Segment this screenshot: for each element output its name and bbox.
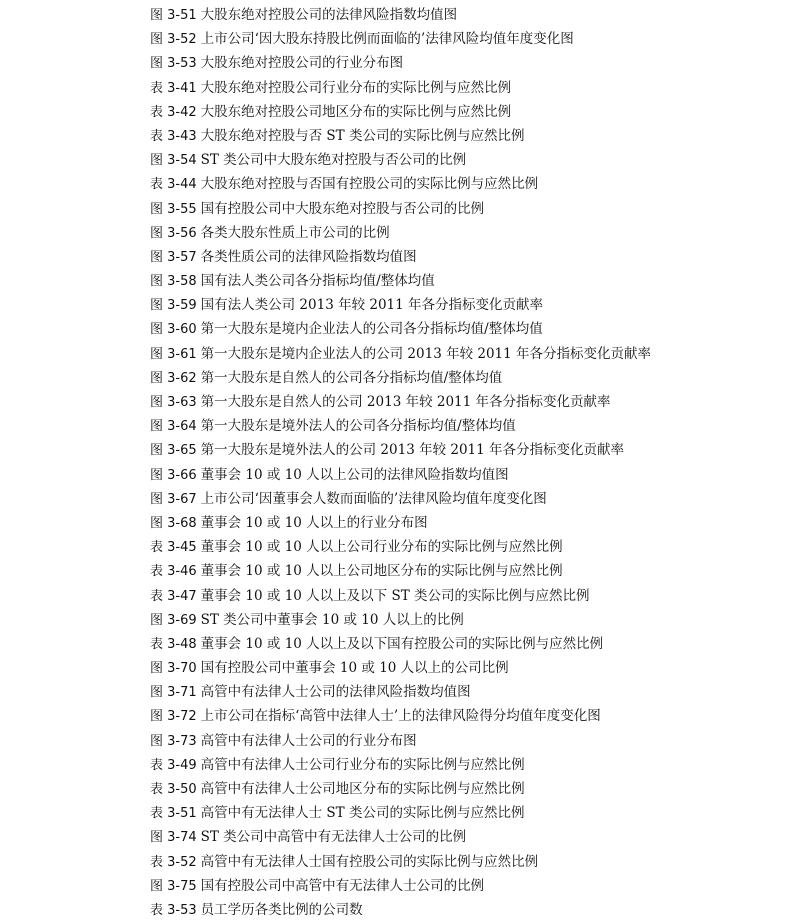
entry-label: 表 3-45	[150, 540, 197, 556]
list-item	[150, 632, 790, 656]
entry-title: 董事会 10 或 10 人以上公司地区分布的实际比例与应然比例	[200, 563, 563, 580]
entry-label: 图 3-62	[150, 370, 197, 386]
list-item	[150, 317, 790, 341]
list-item	[150, 511, 790, 535]
entry-label: 图 3-56	[150, 225, 197, 241]
list-item	[150, 414, 790, 438]
entry-label: 图 3-75	[150, 878, 197, 894]
entry-label: 图 3-69	[150, 612, 197, 628]
entry-label: 图 3-66	[150, 467, 197, 483]
list-item	[150, 898, 790, 922]
entry-label: 表 3-49	[150, 757, 197, 773]
entry-title: ST 类公司中董事会 10 或 10 人以上的比例	[200, 611, 464, 628]
list-item	[150, 342, 790, 366]
entry-label: 图 3-70	[150, 661, 197, 677]
list-item	[150, 656, 790, 680]
figure-table-list	[150, 3, 790, 922]
list-item	[150, 124, 790, 148]
entry-label: 表 3-44	[150, 177, 197, 193]
list-item	[150, 100, 790, 124]
entry-label: 图 3-74	[150, 830, 197, 846]
list-item	[150, 27, 790, 51]
entry-title: 上市公司在指标‘高管中法律人士’上的法律风险得分均值年度变化图	[200, 708, 601, 725]
entry-label: 图 3-58	[150, 274, 197, 290]
entry-title: 董事会 10 或 10 人以上公司的法律风险指数均值图	[200, 466, 509, 483]
list-item	[150, 293, 790, 317]
entry-title: 国有法人类公司 2013 年较 2011 年各分指标变化贡献率	[200, 297, 544, 314]
entry-label: 图 3-59	[150, 298, 197, 314]
entry-title: 高管中有法律人士公司的法律风险指数均值图	[200, 684, 471, 701]
entry-title: 国有控股公司中大股东绝对控股与否公司的比例	[200, 200, 485, 217]
list-item	[150, 729, 790, 753]
entry-title: 第一大股东是境内企业法人的公司 2013 年较 2011 年各分指标变化贡献率	[200, 345, 652, 362]
list-item	[150, 777, 790, 801]
entry-title: 大股东绝对控股公司的行业分布图	[200, 55, 404, 72]
entry-title: 董事会 10 或 10 人以上及以下国有控股公司的实际比例与应然比例	[200, 635, 604, 652]
list-item	[150, 221, 790, 245]
list-item	[150, 874, 790, 898]
entry-label: 表 3-53	[150, 902, 197, 918]
list-item	[150, 366, 790, 390]
list-item	[150, 825, 790, 849]
entry-label: 表 3-41	[150, 80, 197, 96]
list-item	[150, 850, 790, 874]
entry-title: 高管中有法律人士公司地区分布的实际比例与应然比例	[200, 781, 525, 797]
entry-title: 第一大股东是境内企业法人的公司各分指标均值/整体均值	[200, 321, 543, 338]
entry-title: 国有控股公司中高管中有无法律人士公司的比例	[200, 877, 485, 894]
entry-title: 董事会 10 或 10 人以上及以下 ST 类公司的实际比例与应然比例	[200, 587, 590, 604]
entry-title: 董事会 10 或 10 人以上公司行业分布的实际比例与应然比例	[200, 539, 563, 556]
entry-title: 大股东绝对控股公司地区分布的实际比例与应然比例	[200, 103, 512, 120]
list-item	[150, 76, 790, 100]
entry-label: 图 3-72	[150, 709, 197, 725]
list-item	[150, 535, 790, 559]
entry-label: 图 3-53	[150, 56, 197, 72]
entry-title: 各类性质公司的法律风险指数均值图	[200, 248, 417, 265]
list-item	[150, 3, 790, 27]
entry-title: 高管中有无法律人士 ST 类公司的实际比例与应然比例	[200, 805, 525, 822]
entry-title: 国有控股公司中董事会 10 或 10 人以上的公司比例	[200, 660, 509, 677]
entry-label: 图 3-57	[150, 249, 197, 265]
entry-title: 第一大股东是自然人的公司 2013 年较 2011 年各分指标变化贡献率	[200, 394, 611, 410]
list-item	[150, 51, 790, 75]
entry-label: 表 3-42	[150, 104, 197, 120]
entry-title: 大股东绝对控股公司的法律风险指数均值图	[200, 7, 458, 23]
list-item	[150, 197, 790, 221]
list-item	[150, 245, 790, 269]
list-item	[150, 801, 790, 825]
list-item	[150, 680, 790, 704]
list-item	[150, 172, 790, 196]
entry-label: 表 3-51	[150, 806, 197, 822]
entry-label: 图 3-54	[150, 153, 197, 169]
entry-label: 图 3-67	[150, 491, 197, 507]
entry-label: 表 3-52	[150, 854, 197, 870]
entry-title: 董事会 10 或 10 人以上的行业分布图	[200, 514, 428, 531]
entry-label: 图 3-68	[150, 515, 197, 531]
entry-title: 各类大股东性质上市公司的比例	[200, 224, 390, 241]
entry-label: 表 3-43	[150, 128, 197, 144]
entry-title: ST 类公司中大股东绝对控股与否公司的比例	[200, 152, 467, 169]
entry-label: 图 3-55	[150, 201, 197, 217]
list-item	[150, 704, 790, 728]
entry-label: 图 3-51	[150, 8, 197, 23]
entry-title: 第一大股东是自然人的公司各分指标均值/整体均值	[200, 369, 503, 386]
list-item	[150, 559, 790, 583]
entry-title: 第一大股东是境外法人的公司 2013 年较 2011 年各分指标变化贡献率	[200, 442, 625, 459]
entry-label: 图 3-65	[150, 443, 197, 459]
entry-title: 高管中有无法律人士国有控股公司的实际比例与应然比例	[200, 853, 539, 870]
entry-title: 大股东绝对控股与否 ST 类公司的实际比例与应然比例	[200, 127, 525, 144]
entry-label: 表 3-50	[150, 782, 197, 797]
list-item	[150, 148, 790, 172]
list-item	[150, 608, 790, 632]
entry-label: 图 3-52	[150, 32, 197, 48]
entry-title: 大股东绝对控股与否国有控股公司的实际比例与应然比例	[200, 176, 539, 193]
entry-title: 上市公司‘因董事会人数而面临的’法律风险均值年度变化图	[200, 490, 547, 507]
entry-label: 表 3-46	[150, 564, 197, 580]
entry-title: 员工学历各类比例的公司数	[200, 901, 363, 918]
entry-label: 表 3-47	[150, 588, 197, 604]
entry-label: 图 3-64	[150, 419, 197, 435]
entry-title: 第一大股东是境外法人的公司各分指标均值/整体均值	[200, 418, 516, 435]
list-item	[150, 753, 790, 777]
entry-title: 高管中有法律人士公司行业分布的实际比例与应然比例	[200, 756, 525, 773]
entry-label: 图 3-60	[150, 322, 197, 338]
list-item	[150, 438, 790, 462]
entry-label: 图 3-73	[150, 733, 197, 749]
list-item	[150, 584, 790, 608]
entry-title: 上市公司‘因大股东持股比例而面临的’法律风险均值年度变化图	[200, 31, 574, 48]
list-item	[150, 390, 790, 414]
entry-label: 图 3-61	[150, 346, 197, 362]
entry-title: 高管中有法律人士公司的行业分布图	[200, 732, 417, 749]
entry-title: 国有法人类公司各分指标均值/整体均值	[200, 273, 435, 290]
entry-label: 图 3-71	[150, 685, 197, 701]
entry-title: ST 类公司中高管中有无法律人士公司的比例	[200, 829, 467, 846]
list-item	[150, 269, 790, 293]
entry-label: 表 3-48	[150, 636, 197, 652]
list-item	[150, 463, 790, 487]
entry-label: 图 3-63	[150, 395, 197, 410]
entry-title: 大股东绝对控股公司行业分布的实际比例与应然比例	[200, 79, 512, 96]
list-item	[150, 487, 790, 511]
